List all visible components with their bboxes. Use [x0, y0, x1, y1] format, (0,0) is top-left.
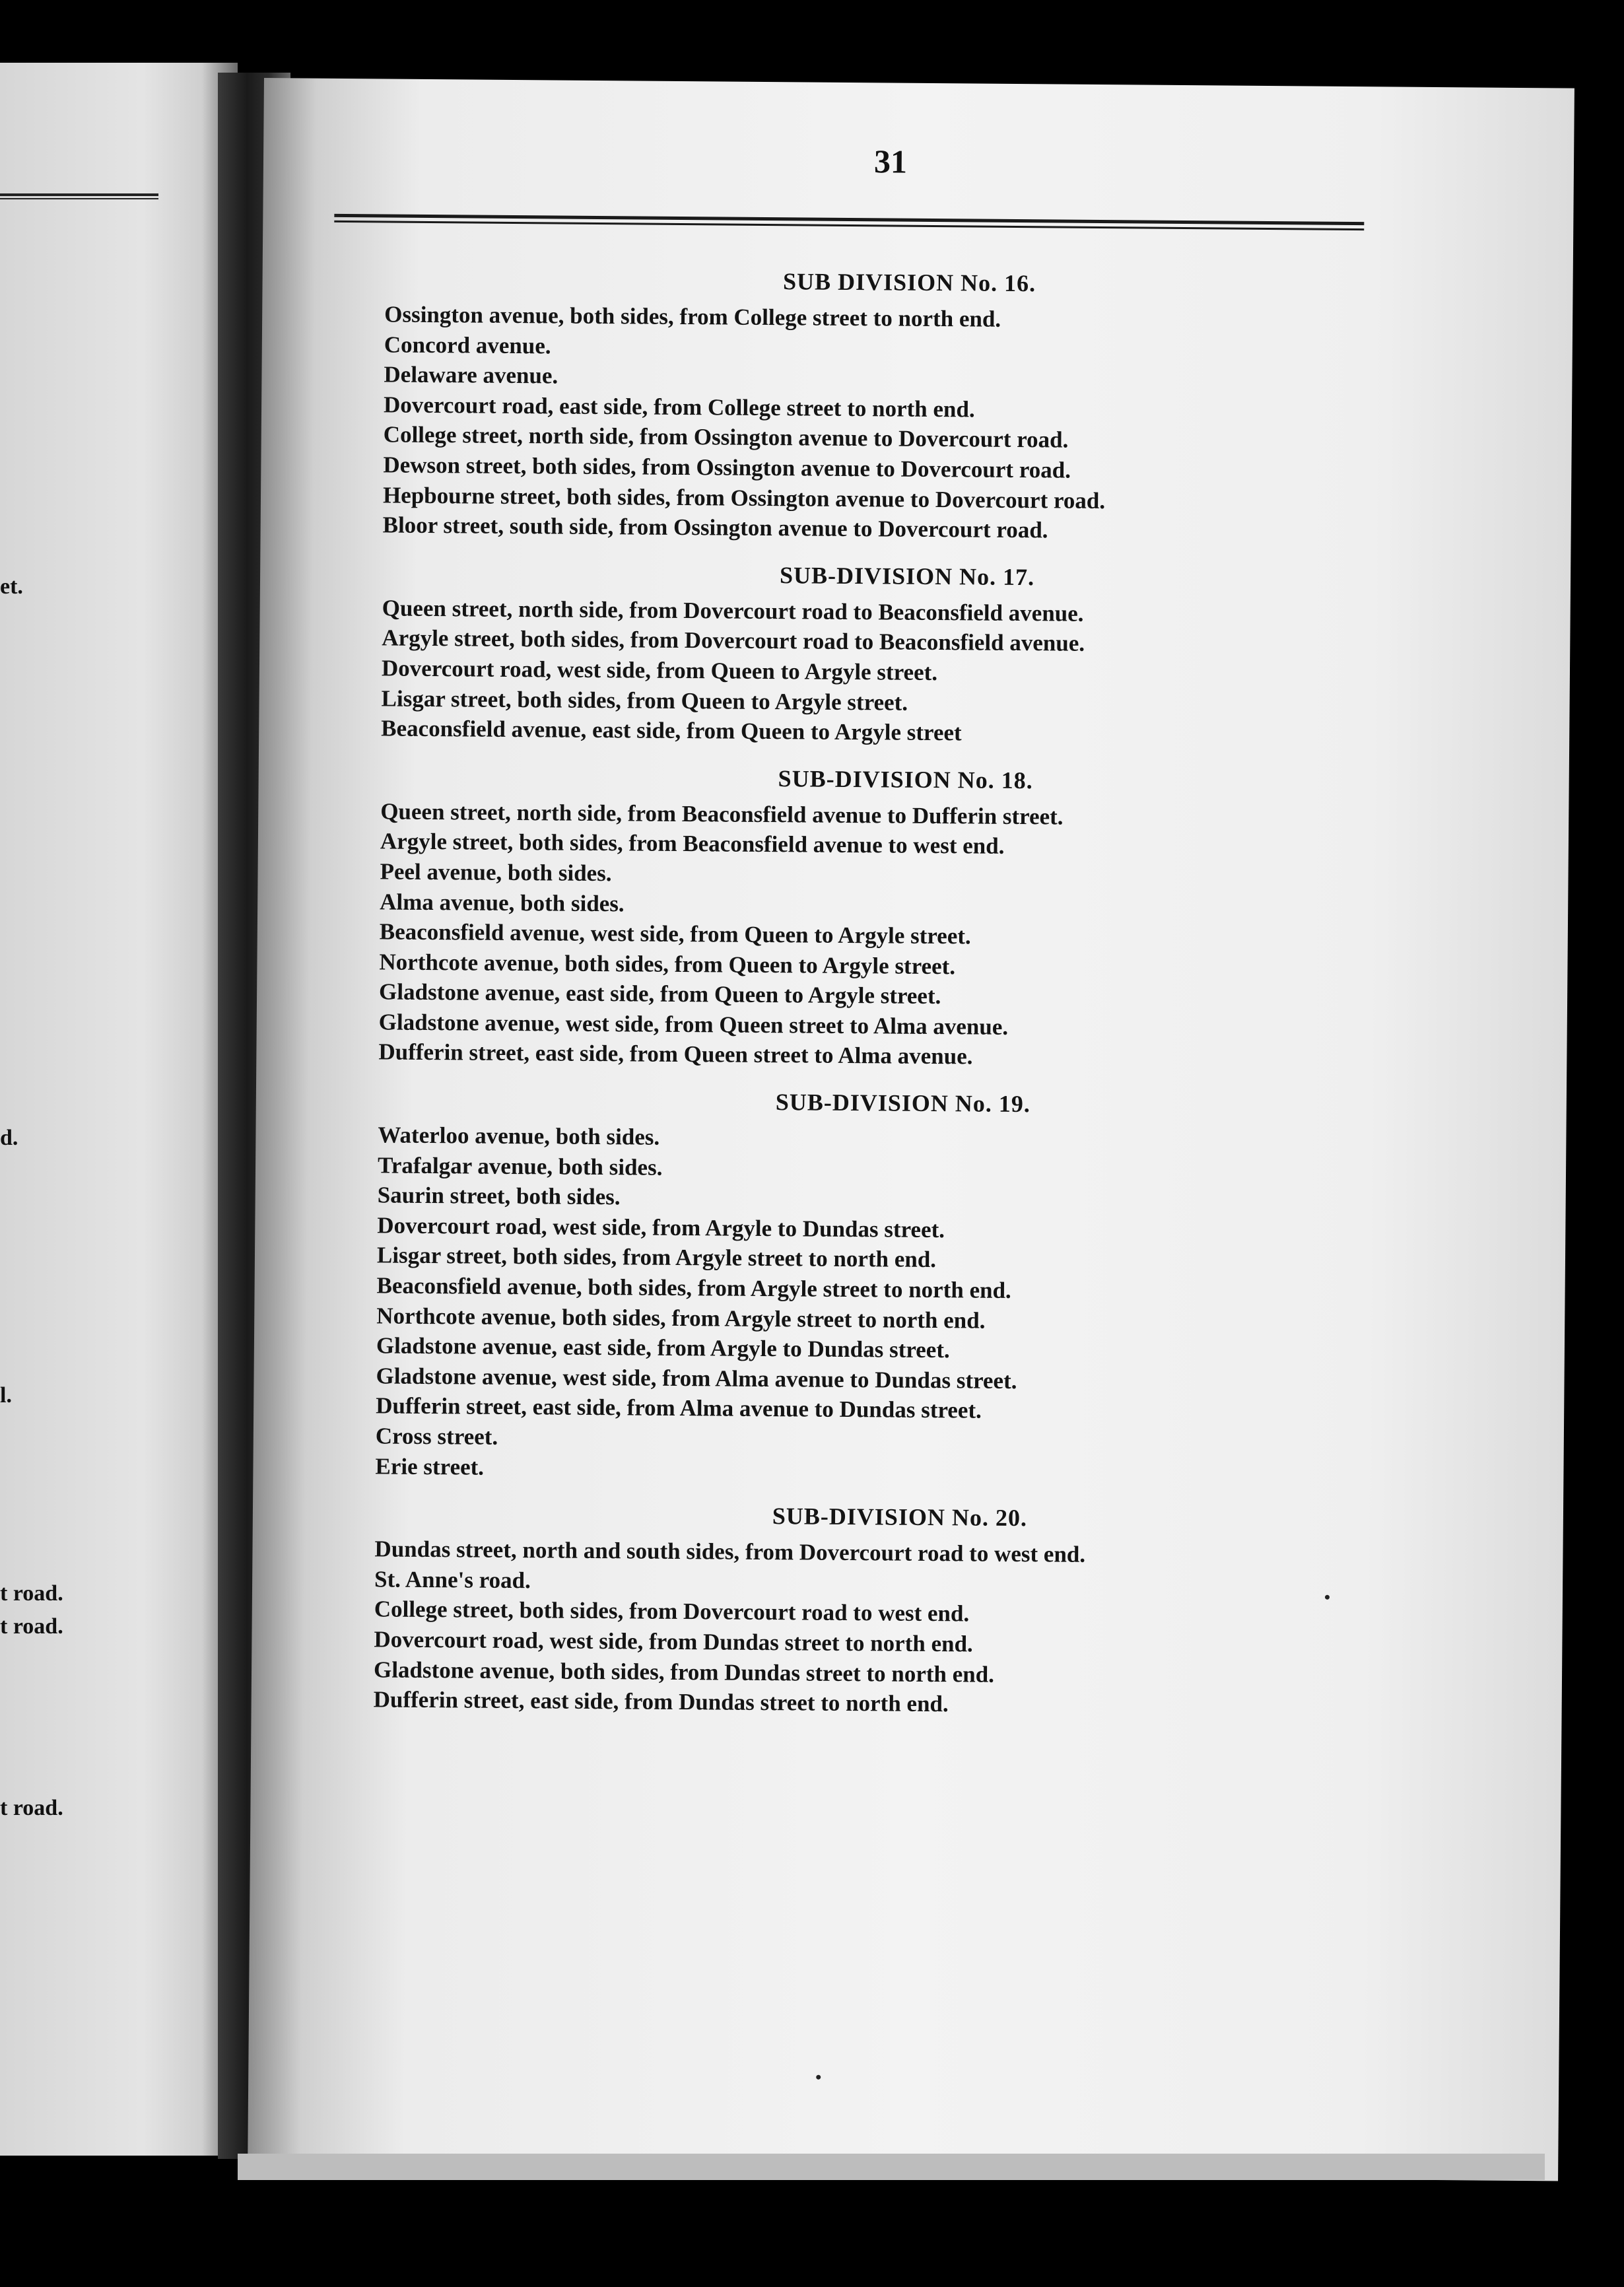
previous-page-fragment: t road. — [0, 1581, 63, 1606]
street-entry: Erie street. — [375, 1452, 485, 1480]
section-heading: SUB-DIVISION No. 19. — [775, 1089, 1031, 1118]
ink-speck — [816, 2075, 821, 2080]
street-entry: Argyle street, both sides, from Beaconsfield avenue to west end. — [380, 828, 1005, 860]
previous-page-header-rule — [0, 193, 158, 199]
street-entry: Lisgar street, both sides, from Argyle street to north end. — [376, 1242, 937, 1273]
section-heading: SUB-DIVISION No. 17. — [779, 561, 1035, 590]
street-entry: College street, north side, from Ossington avenue to Dovercourt road. — [383, 421, 1069, 453]
previous-page-fragment: t road. — [0, 1796, 63, 1820]
street-entry: Queen street, north side, from Beaconsfield avenue to Dufferin street. — [380, 798, 1064, 830]
street-entry: Dovercourt road, west side, from Queen to Argyle street. — [381, 655, 938, 685]
street-entry: Beaconsfield avenue, west side, from Queen to Argyle street. — [379, 918, 971, 949]
street-entry: Delaware avenue. — [384, 361, 558, 389]
page — [248, 78, 1574, 2181]
street-entry: Bloor street, south side, from Ossington avenue to Dovercourt road. — [382, 512, 1048, 543]
section-heading: SUB-DIVISION No. 18. — [778, 765, 1033, 794]
street-entry: Northcote avenue, both sides, from Argyle street to north end. — [376, 1303, 986, 1334]
subdivision-16 — [383, 263, 1375, 548]
street-entry: Gladstone avenue, west side, from Alma avenue to Dundas street. — [376, 1363, 1017, 1394]
section-heading: SUB-DIVISION No. 20. — [772, 1503, 1028, 1532]
street-entry: Ossington avenue, both sides, from College street to north end. — [384, 301, 1001, 332]
street-entry: Northcote avenue, both sides, from Queen to Argyle street. — [379, 949, 956, 979]
street-entry: Dovercourt road, east side, from College street to north end. — [383, 392, 975, 423]
street-entry: Concord avenue. — [384, 331, 551, 359]
street-entry: Waterloo avenue, both sides. — [378, 1122, 660, 1150]
street-entry: Hepbourne street, both sides, from Ossington avenue to Dovercourt road. — [382, 481, 1106, 514]
subdivision-20 — [374, 1499, 1366, 1723]
section-heading: SUB DIVISION No. 16. — [782, 268, 1036, 297]
street-entry: Dovercourt road, west side, from Argyle to Dundas street. — [377, 1212, 945, 1243]
street-entry: Trafalgar avenue, both sides. — [377, 1152, 663, 1180]
previous-page-fragment: et. — [0, 574, 23, 599]
previous-page-fragment: d. — [0, 1126, 18, 1150]
street-entry: Alma avenue, both sides. — [380, 888, 625, 916]
header-rule — [334, 214, 1364, 230]
street-entry: Dufferin street, east side, from Queen street to Alma avenue. — [378, 1039, 973, 1070]
street-entry: Dufferin street, east side, from Dundas street to north end. — [373, 1686, 949, 1717]
street-entry: Beaconsfield avenue, both sides, from Argyle street to north end. — [376, 1272, 1011, 1303]
previous-page-fragment: t road. — [0, 1614, 63, 1639]
street-entry: Dovercourt road, west side, from Dundas street to north end. — [374, 1626, 973, 1657]
previous-page — [0, 63, 238, 2156]
street-entry: Dufferin street, east side, from Alma avenue to Dundas street. — [376, 1392, 982, 1424]
street-entry: Beaconsfield avenue, east side, from Queen to Argyle street — [381, 715, 962, 746]
ink-speck — [1325, 1595, 1330, 1600]
street-entry: Dundas street, north and south sides, from Dovercourt road to west end. — [374, 1536, 1086, 1568]
street-entry: Gladstone avenue, west side, from Queen street to Alma avenue. — [378, 1009, 1009, 1040]
street-entry: Peel avenue, both sides. — [380, 858, 612, 887]
street-entry: Lisgar street, both sides, from Queen to Argyle street. — [381, 685, 908, 716]
page-number: 31 — [873, 143, 908, 180]
subdivision-18 — [378, 761, 1371, 1075]
street-entry: Argyle street, both sides, from Dovercourt road to Beaconsfield avenue. — [382, 625, 1085, 657]
page-edge — [238, 2154, 1545, 2180]
street-entry: St. Anne's road. — [374, 1566, 531, 1594]
page-content — [374, 263, 1375, 1722]
street-entry: Gladstone avenue, both sides, from Dundas street to north end. — [373, 1656, 995, 1688]
subdivision-17 — [381, 557, 1372, 751]
street-entry: College street, both sides, from Dovercourt road to west end. — [374, 1596, 970, 1627]
street-entry: Dewson street, both sides, from Ossington avenue to Dovercourt road. — [383, 452, 1071, 483]
street-entry: Gladstone avenue, east side, from Argyle to Dundas street. — [376, 1332, 950, 1363]
previous-page-fragment: l. — [0, 1383, 12, 1408]
street-entry: Queen street, north side, from Dovercourt road to Beaconsfield avenue. — [382, 595, 1084, 627]
subdivision-19 — [375, 1084, 1369, 1489]
street-entry: Saurin street, both sides. — [377, 1182, 621, 1210]
street-entry: Gladstone avenue, east side, from Queen to Argyle street. — [378, 978, 941, 1009]
street-entry: Cross street. — [375, 1423, 498, 1450]
